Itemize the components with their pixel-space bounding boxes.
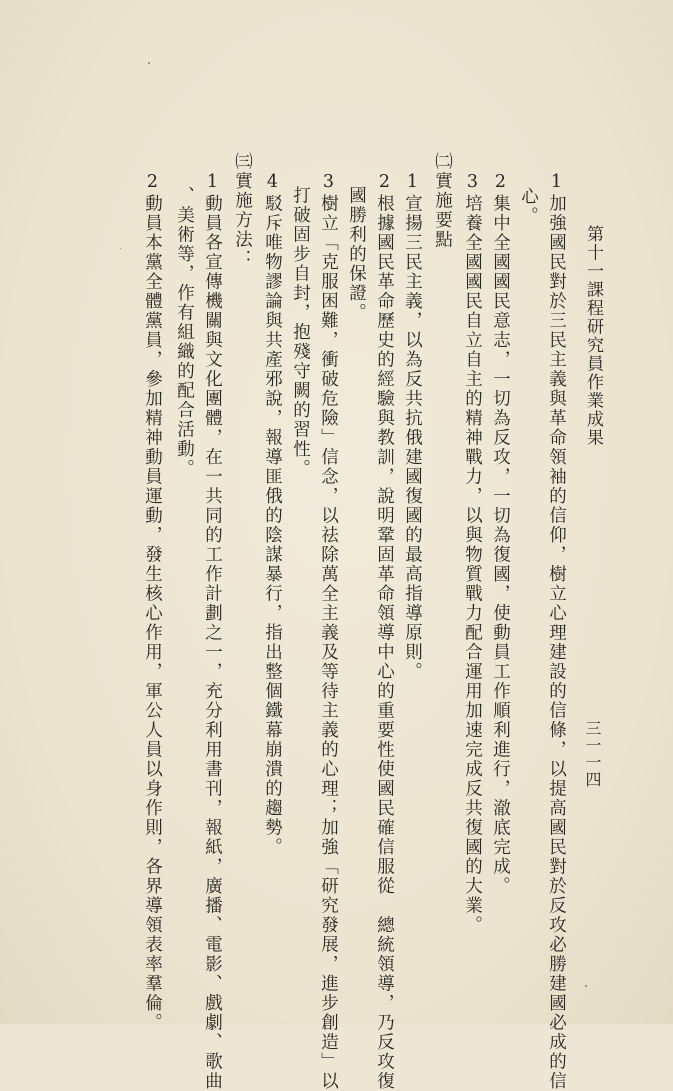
text-column: 2集中全國國民意志，一切為反攻，一切為復國，使動員工作順利進行，澈底完成。 (490, 172, 511, 896)
text-column: 打破固步自封，抱殘守闕的習性。 (290, 186, 311, 479)
page-number: 三一一四 (583, 720, 602, 788)
text-column: 2根據國民革命歷史的經驗與教訓，說明鞏固革命領導中心的重要性使國民確信服從 總統領導，乃反攻復 (374, 172, 395, 1091)
text-column: 、美術等，作有組織的配合活動。 (174, 186, 195, 479)
text-column: 3樹立「克服困難，衝破危險」信念，以祛除萬全主義及等待主義的心理；加強「研究發展，進步創造」以 (318, 172, 339, 1091)
section-heading: ㈢實施方法： (232, 152, 253, 269)
paper-speck (148, 62, 150, 64)
text-column: 3培養全國國民自立自主的精神戰力，以與物質戰力配合運用加速完成反共復國的大業。 (462, 172, 483, 935)
page-title: 第十一課程研究員作業成果 (583, 225, 603, 447)
text-column: 2動員本黨全體黨員，參加精神動員運動，發生核心作用，軍公人員以身作則，各界導領表率羣倫。 (142, 172, 163, 1033)
paper-speck (120, 248, 121, 249)
text-column: 國勝利的保證。 (346, 186, 367, 323)
text-column: 心。 (518, 187, 539, 226)
text-column: 4駁斥唯物謬論與共產邪說，報導匪俄的陰謀暴行，指出整個鐵幕崩潰的趨勢。 (262, 172, 283, 857)
section-heading: ㈡實施要點 (432, 152, 453, 250)
text-column: 1動員各宣傳機關與文化團體，在一共同的工作計劃之一，充分利用書刊，報紙，廣播、電影、戲劇、歌曲 (202, 172, 223, 1091)
text-column: 1宣揚三民主義，以為反共抗俄建國復國的最高指導原則。 (402, 172, 423, 682)
text-column: 1加強國民對於三民主義與革命領袖的信仰，樹立心理建設的信條，以提高國民對於反攻必勝建國必成的信 (546, 172, 567, 1091)
paper-speck (585, 985, 587, 987)
